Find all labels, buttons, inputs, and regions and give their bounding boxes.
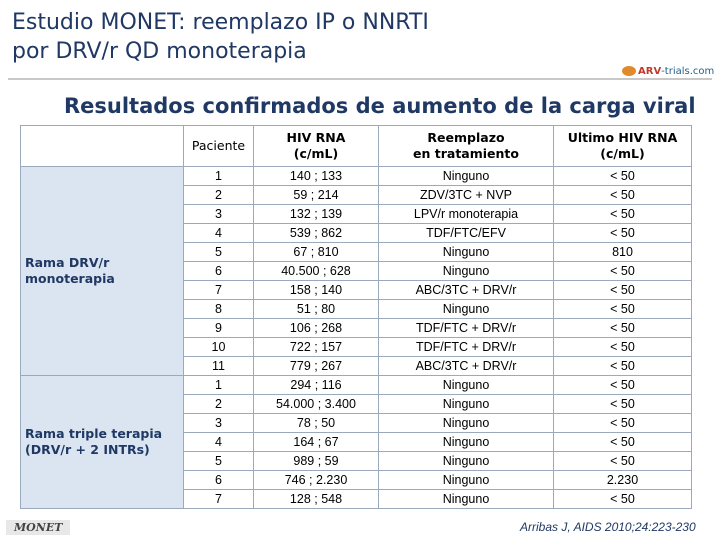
cell-reemplazo: Ninguno	[379, 452, 554, 471]
cell-paciente: 9	[184, 319, 254, 338]
cell-reemplazo: ABC/3TC + DRV/r	[379, 281, 554, 300]
cell-hiv-rna: 722 ; 157	[254, 338, 379, 357]
cell-ultimo-hiv-rna: < 50	[554, 395, 692, 414]
cell-hiv-rna: 294 ; 116	[254, 376, 379, 395]
cell-paciente: 10	[184, 338, 254, 357]
arv-trials-logo	[622, 66, 714, 77]
cell-reemplazo: Ninguno	[379, 376, 554, 395]
slide-subtitle: Resultados confirmados de aumento de la carga viral	[64, 94, 696, 118]
header-hiv-rna	[254, 126, 379, 167]
cell-ultimo-hiv-rna: < 50	[554, 300, 692, 319]
cell-hiv-rna: 779 ; 267	[254, 357, 379, 376]
cell-hiv-rna: 67 ; 810	[254, 243, 379, 262]
cell-paciente: 8	[184, 300, 254, 319]
cell-hiv-rna: 164 ; 67	[254, 433, 379, 452]
cell-paciente: 5	[184, 243, 254, 262]
cell-reemplazo: Ninguno	[379, 243, 554, 262]
cell-reemplazo: TDF/FTC + DRV/r	[379, 319, 554, 338]
table-row	[21, 167, 692, 186]
cell-hiv-rna: 158 ; 140	[254, 281, 379, 300]
cell-reemplazo: TDF/FTC/EFV	[379, 224, 554, 243]
cell-ultimo-hiv-rna: < 50	[554, 224, 692, 243]
cell-reemplazo: Ninguno	[379, 471, 554, 490]
cell-reemplazo: Ninguno	[379, 262, 554, 281]
cell-reemplazo: Ninguno	[379, 300, 554, 319]
header-hiv-rna-line-2: (c/mL)	[293, 146, 339, 161]
title-divider	[8, 78, 712, 80]
cell-ultimo-hiv-rna: < 50	[554, 357, 692, 376]
arm-drv-monoterapia-label: Rama DRV/r monoterapia	[21, 167, 184, 376]
cell-paciente: 1	[184, 376, 254, 395]
cell-paciente: 5	[184, 452, 254, 471]
arm-triple-terapia-label: Rama triple terapia (DRV/r + 2 INTRs)	[21, 376, 184, 509]
cell-ultimo-hiv-rna: < 50	[554, 338, 692, 357]
cell-hiv-rna: 78 ; 50	[254, 414, 379, 433]
table-row	[21, 376, 692, 395]
cell-paciente: 4	[184, 224, 254, 243]
cell-ultimo-hiv-rna: < 50	[554, 262, 692, 281]
cell-hiv-rna: 128 ; 548	[254, 490, 379, 509]
cell-hiv-rna: 59 ; 214	[254, 186, 379, 205]
cell-hiv-rna: 746 ; 2.230	[254, 471, 379, 490]
cell-hiv-rna: 140 ; 133	[254, 167, 379, 186]
cell-ultimo-hiv-rna: < 50	[554, 281, 692, 300]
cell-paciente: 11	[184, 357, 254, 376]
slide-title-line-1: Estudio MONET: reemplazo IP o NNRTI	[12, 10, 429, 35]
header-reemplazo	[379, 126, 554, 167]
footer-study-name: MONET	[6, 520, 70, 535]
cell-reemplazo: Ninguno	[379, 395, 554, 414]
cell-hiv-rna: 989 ; 59	[254, 452, 379, 471]
cell-reemplazo: Ninguno	[379, 167, 554, 186]
cell-paciente: 6	[184, 262, 254, 281]
header-ultimo-line-1: Ultimo HIV RNA	[567, 130, 678, 145]
cell-hiv-rna: 106 ; 268	[254, 319, 379, 338]
cell-reemplazo: LPV/r monoterapia	[379, 205, 554, 224]
logo-arv: ARV	[638, 66, 662, 77]
cell-ultimo-hiv-rna: 810	[554, 243, 692, 262]
cell-ultimo-hiv-rna: < 50	[554, 186, 692, 205]
cell-ultimo-hiv-rna: < 50	[554, 376, 692, 395]
slide-title-line-2: por DRV/r QD monoterapia	[12, 39, 307, 64]
cell-reemplazo: Ninguno	[379, 490, 554, 509]
cell-ultimo-hiv-rna: 2.230	[554, 471, 692, 490]
cell-reemplazo: TDF/FTC + DRV/r	[379, 338, 554, 357]
cell-paciente: 2	[184, 186, 254, 205]
cell-ultimo-hiv-rna: < 50	[554, 452, 692, 471]
cell-ultimo-hiv-rna: < 50	[554, 205, 692, 224]
header-reemplazo-line-1: Reemplazo	[427, 130, 505, 145]
cell-ultimo-hiv-rna: < 50	[554, 414, 692, 433]
cell-reemplazo: ZDV/3TC + NVP	[379, 186, 554, 205]
cell-paciente: 3	[184, 414, 254, 433]
header-ultimo	[554, 126, 692, 167]
logo-icon	[622, 66, 636, 76]
header-blank	[21, 126, 184, 167]
cell-paciente: 3	[184, 205, 254, 224]
cell-paciente: 4	[184, 433, 254, 452]
cell-ultimo-hiv-rna: < 50	[554, 167, 692, 186]
header-ultimo-line-2: (c/mL)	[600, 146, 645, 161]
header-reemplazo-line-2: en tratamiento	[413, 146, 519, 161]
cell-ultimo-hiv-rna: < 50	[554, 490, 692, 509]
results-table	[20, 125, 692, 509]
logo-trials: -trials.com	[661, 66, 715, 77]
slide-title	[12, 8, 429, 66]
cell-reemplazo: ABC/3TC + DRV/r	[379, 357, 554, 376]
cell-hiv-rna: 132 ; 139	[254, 205, 379, 224]
cell-paciente: 7	[184, 490, 254, 509]
cell-ultimo-hiv-rna: < 50	[554, 433, 692, 452]
cell-ultimo-hiv-rna: < 50	[554, 319, 692, 338]
footer-citation: Arribas J, AIDS 2010;24:223-230	[520, 520, 696, 534]
cell-reemplazo: Ninguno	[379, 433, 554, 452]
cell-paciente: 6	[184, 471, 254, 490]
cell-reemplazo: Ninguno	[379, 414, 554, 433]
table-header-row	[21, 126, 692, 167]
header-paciente: Paciente	[184, 126, 254, 167]
table-body	[21, 167, 692, 509]
cell-paciente: 2	[184, 395, 254, 414]
cell-hiv-rna: 51 ; 80	[254, 300, 379, 319]
cell-hiv-rna: 54.000 ; 3.400	[254, 395, 379, 414]
cell-hiv-rna: 40.500 ; 628	[254, 262, 379, 281]
header-hiv-rna-line-1: HIV RNA	[286, 130, 346, 145]
cell-paciente: 7	[184, 281, 254, 300]
cell-paciente: 1	[184, 167, 254, 186]
cell-hiv-rna: 539 ; 862	[254, 224, 379, 243]
